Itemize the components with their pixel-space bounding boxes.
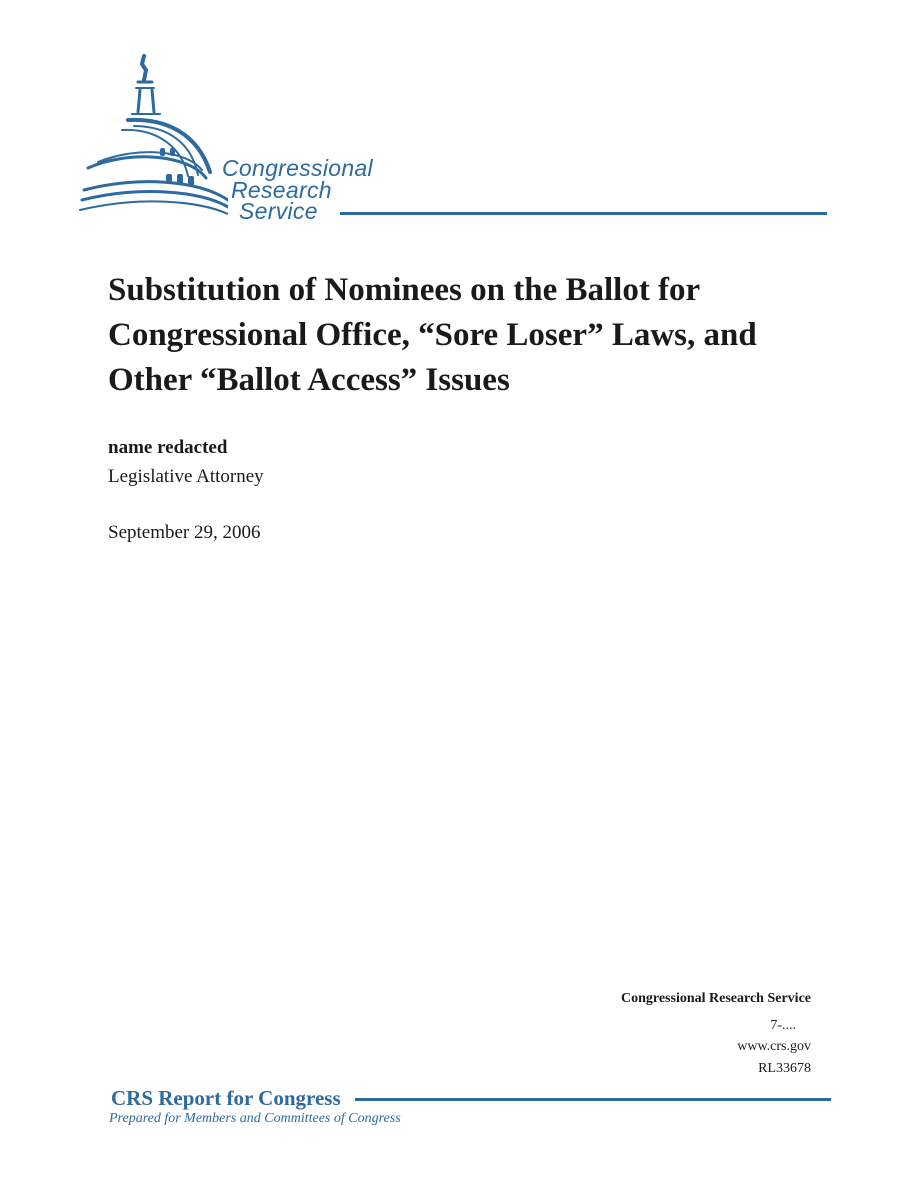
title-line-1: Substitution of Nominees on the Ballot for	[108, 272, 701, 308]
title-line-3: Other “Ballot Access” Issues	[108, 362, 510, 398]
website-link[interactable]: www.crs.gov	[737, 1039, 811, 1054]
logo-word-research: Research	[231, 177, 332, 203]
footer-subtitle: Prepared for Members and Committees of Congress	[109, 1111, 401, 1126]
author-name: name redacted	[108, 437, 228, 458]
phone-number: 7-....	[770, 1018, 796, 1033]
footer-title: CRS Report for Congress	[111, 1086, 341, 1110]
report-title	[108, 268, 868, 403]
logo-word-congressional: Congressional	[222, 155, 373, 181]
organization-name: Congressional Research Service	[620, 991, 811, 1006]
report-date: September 29, 2006	[108, 522, 261, 543]
logo-word-service: Service	[239, 198, 318, 224]
report-number: RL33678	[758, 1061, 811, 1076]
header-rule	[340, 212, 827, 215]
author-role: Legislative Attorney	[108, 466, 264, 487]
title-line-2: Congressional Office, “Sore Loser” Laws, and	[108, 317, 757, 353]
capitol-dome-icon	[78, 50, 228, 220]
footer-rule	[355, 1098, 831, 1101]
